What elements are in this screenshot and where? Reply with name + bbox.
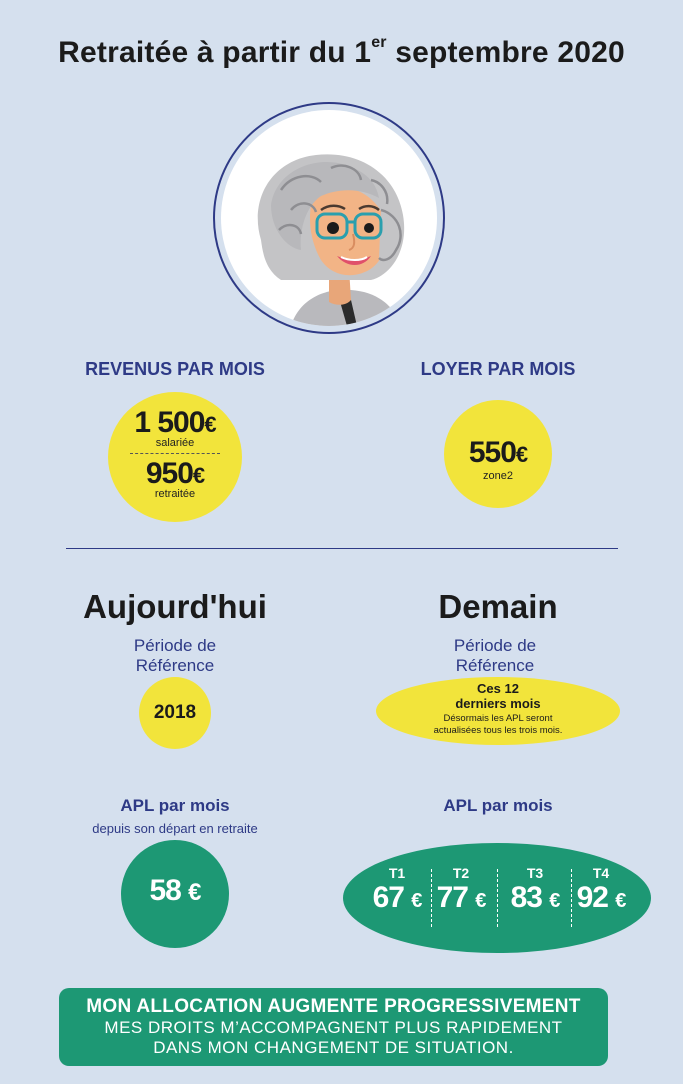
- banner-line-2: MES DROITS M’ACCOMPAGNENT PLUS RAPIDEMENT: [104, 1018, 563, 1037]
- quarter-t4: T4 92 €: [576, 865, 626, 914]
- retiree-portrait-icon: [221, 110, 437, 326]
- loyer-label: LOYER PAR MOIS: [420, 359, 576, 379]
- apl-tomorrow-badge: [343, 843, 651, 953]
- loyer-badge: [444, 400, 552, 508]
- pension-note: retraitée: [154, 488, 196, 500]
- demain-heading: Demain: [438, 588, 558, 625]
- salary-amount: 1 500€: [134, 406, 216, 439]
- avatar: [221, 110, 437, 326]
- aujourdhui-year-badge: 2018: [139, 677, 211, 749]
- conclusion-banner: [59, 988, 608, 1066]
- aujourdhui-periode: Période de Référence: [133, 636, 217, 675]
- apl-today-badge: 58 €: [121, 840, 229, 948]
- quarter-t2: T2 77 €: [436, 865, 486, 914]
- pension-amount: 950€: [145, 457, 205, 490]
- quarter-t3: T3 83 €: [510, 865, 560, 914]
- apl-tomorrow-label: APL par mois: [443, 796, 553, 815]
- apl-today-label: APL par mois: [120, 796, 230, 815]
- demain-periode: Période de Référence: [453, 636, 537, 675]
- section-divider: [66, 548, 618, 549]
- revenus-badge: [108, 392, 242, 522]
- salary-note: salariée: [155, 437, 195, 449]
- quarter-t1: T1 67 €: [372, 865, 422, 914]
- demain-reference-badge: Ces 12 derniers mois Désormais les APL seront actualisées tous les trois mois.: [376, 677, 620, 745]
- revenus-label: REVENUS PAR MOIS: [85, 359, 265, 379]
- revenus-divider: [130, 453, 220, 454]
- banner-headline: MON ALLOCATION AUGMENTE PROGRESSIVEMENT: [86, 996, 581, 1017]
- quarter-separator: [497, 869, 498, 927]
- apl-today-sub: depuis son départ en retraite: [92, 821, 258, 836]
- page-title: Retraitée à partir du 1er septembre 2020: [58, 34, 625, 69]
- loyer-zone: zone2: [483, 470, 513, 482]
- banner-line-3: DANS MON CHANGEMENT DE SITUATION.: [153, 1038, 514, 1057]
- loyer-amount: 550€: [468, 436, 528, 469]
- aujourdhui-heading: Aujourd'hui: [83, 588, 267, 625]
